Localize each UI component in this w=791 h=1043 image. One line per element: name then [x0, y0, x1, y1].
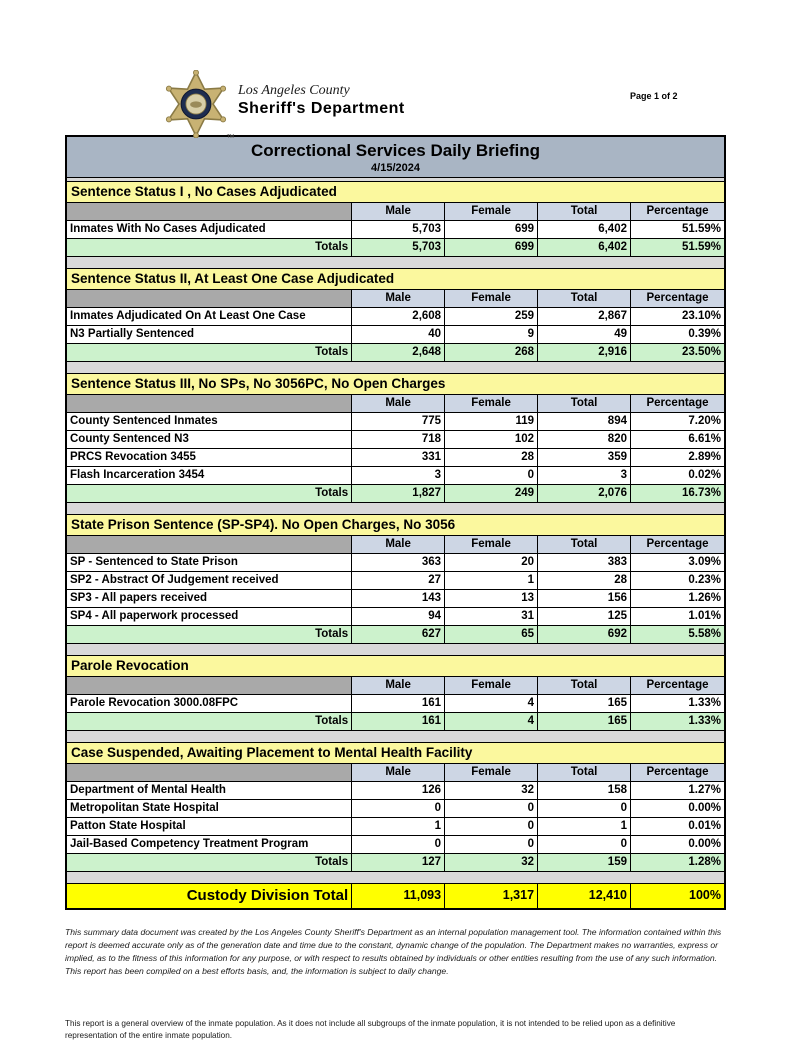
column-header-blank: [67, 290, 352, 307]
column-header: Female: [445, 677, 538, 694]
totals-value: 32: [445, 854, 538, 871]
column-header-blank: [67, 395, 352, 412]
totals-value: 268: [445, 344, 538, 361]
row-value: 6.61%: [688, 433, 721, 445]
column-header: Male: [352, 764, 445, 781]
row-label: SP4 - All paperwork processed: [67, 608, 352, 625]
section-spacer: [67, 731, 724, 743]
totals-value: 159: [538, 854, 631, 871]
row-value: 2.89%: [688, 451, 721, 463]
column-header-row: [67, 203, 724, 221]
row-value: 13: [445, 590, 538, 607]
row-value: 1.27%: [688, 784, 721, 796]
row-value: 158: [538, 782, 631, 799]
row-value: 3.09%: [688, 556, 721, 568]
totals-row: [67, 626, 724, 644]
column-header: Female: [445, 395, 538, 412]
totals-row: [67, 239, 724, 257]
totals-value: 692: [538, 626, 631, 643]
report-container: [65, 135, 726, 910]
row-value: 0.39%: [688, 328, 721, 340]
row-value: 40: [352, 326, 445, 343]
row-value: 161: [352, 695, 445, 712]
totals-value: 165: [538, 713, 631, 730]
report-title: Correctional Services Daily Briefing: [250, 141, 541, 160]
column-header: Total: [538, 203, 631, 220]
totals-value: 2,648: [352, 344, 445, 361]
row-value: 1.33%: [688, 697, 721, 709]
agency-county-line: Los Angeles County: [238, 83, 350, 98]
totals-value: 249: [445, 485, 538, 502]
column-header: Male: [352, 395, 445, 412]
column-header: Total: [538, 395, 631, 412]
row-value: 5,703: [352, 221, 445, 238]
row-value: 3: [352, 467, 445, 484]
row-value: 0.00%: [688, 802, 721, 814]
row-value: 143: [352, 590, 445, 607]
section-title: Parole Revocation: [67, 656, 724, 677]
row-value: 20: [445, 554, 538, 571]
row-label: Metropolitan State Hospital: [67, 800, 352, 817]
grand-total-male: 11,093: [352, 884, 445, 908]
totals-value: 627: [352, 626, 445, 643]
column-header: Percentage: [631, 536, 724, 553]
row-value: 331: [352, 449, 445, 466]
totals-value: 65: [445, 626, 538, 643]
row-label: Inmates Adjudicated On At Least One Case: [67, 308, 352, 325]
totals-row: [67, 485, 724, 503]
row-value: 2,608: [352, 308, 445, 325]
column-header: Male: [352, 677, 445, 694]
row-label: SP3 - All papers received: [67, 590, 352, 607]
row-value: 28: [445, 449, 538, 466]
row-value: 718: [352, 431, 445, 448]
column-header: Female: [445, 290, 538, 307]
row-value: 102: [445, 431, 538, 448]
totals-row: [67, 854, 724, 872]
row-value: 383: [538, 554, 631, 571]
row-value: 0: [352, 836, 445, 853]
totals-value: 127: [352, 854, 445, 871]
row-label: Inmates With No Cases Adjudicated: [67, 221, 352, 238]
column-header: Percentage: [631, 203, 724, 220]
column-header-row: [67, 677, 724, 695]
row-value: 820: [538, 431, 631, 448]
table-row: [67, 431, 724, 449]
section-title: Sentence Status III, No SPs, No 3056PC, No Open Charges: [67, 374, 724, 395]
column-header-row: [67, 290, 724, 308]
row-value: 0.23%: [688, 574, 721, 586]
row-value: 0: [445, 818, 538, 835]
row-value: 7.20%: [688, 415, 721, 427]
column-header: Male: [352, 203, 445, 220]
table-row: [67, 326, 724, 344]
row-value: 126: [352, 782, 445, 799]
row-label: Parole Revocation 3000.08FPC: [67, 695, 352, 712]
totals-value: 161: [352, 713, 445, 730]
report-title-bar: [67, 137, 724, 178]
section-spacer: [67, 257, 724, 269]
letterhead: [0, 0, 791, 140]
row-label: SP2 - Abstract Of Judgement received: [67, 572, 352, 589]
row-value: 9: [445, 326, 538, 343]
report-section: [67, 269, 724, 362]
row-value: 119: [445, 413, 538, 430]
totals-value: 1,827: [352, 485, 445, 502]
row-label: County Sentenced Inmates: [67, 413, 352, 430]
table-row: [67, 695, 724, 713]
column-header-blank: [67, 764, 352, 781]
column-header: Total: [538, 290, 631, 307]
totals-row: [67, 713, 724, 731]
column-header-row: [67, 764, 724, 782]
row-label: Department of Mental Health: [67, 782, 352, 799]
grand-total-female: 1,317: [445, 884, 538, 908]
column-header-blank: [67, 203, 352, 220]
totals-label: Totals: [67, 239, 352, 256]
row-value: 28: [538, 572, 631, 589]
column-header: Percentage: [631, 677, 724, 694]
row-value: 3: [538, 467, 631, 484]
report-section: [67, 743, 724, 872]
row-label: PRCS Revocation 3455: [67, 449, 352, 466]
table-row: [67, 782, 724, 800]
grand-total-row: [67, 884, 724, 908]
totals-label: Totals: [67, 854, 352, 871]
grand-total-percentage: 100%: [631, 884, 724, 908]
totals-value: 5,703: [352, 239, 445, 256]
row-value: 0: [445, 467, 538, 484]
column-header-row: [67, 536, 724, 554]
totals-value: 51.59%: [631, 239, 724, 256]
row-label: Jail-Based Competency Treatment Program: [67, 836, 352, 853]
grand-total-label: Custody Division Total: [67, 884, 352, 908]
table-row: [67, 818, 724, 836]
sheriff-star-badge-icon: [162, 70, 234, 140]
row-value: 51.59%: [681, 223, 721, 235]
totals-value: 2,916: [538, 344, 631, 361]
totals-value: 16.73%: [631, 485, 724, 502]
table-row: [67, 608, 724, 626]
row-value: 0: [352, 800, 445, 817]
section-title: State Prison Sentence (SP-SP4). No Open Charges, No 3056: [67, 515, 724, 536]
row-value: 23.10%: [681, 310, 721, 322]
section-title: Case Suspended, Awaiting Placement to Mental Health Facility: [67, 743, 724, 764]
trademark-mark: TM: [226, 134, 234, 140]
row-value: 0.00%: [688, 838, 721, 850]
agency-department-line: Sheriff's Department: [238, 100, 405, 117]
column-header-blank: [67, 677, 352, 694]
report-section: [67, 515, 724, 644]
table-row: [67, 572, 724, 590]
row-label: Flash Incarceration 3454: [67, 467, 352, 484]
column-header: Female: [445, 536, 538, 553]
row-value: 0: [538, 800, 631, 817]
table-row: [67, 308, 724, 326]
column-header: Male: [352, 290, 445, 307]
row-value: 6,402: [538, 221, 631, 238]
row-value: 0.02%: [688, 469, 721, 481]
page-number: Page 1 of 2: [630, 91, 678, 101]
row-value: 1.01%: [688, 610, 721, 622]
totals-value: 4: [445, 713, 538, 730]
column-header: Total: [538, 764, 631, 781]
totals-value: 2,076: [538, 485, 631, 502]
table-row: [67, 221, 724, 239]
row-value: 0: [538, 836, 631, 853]
sections-list: [67, 182, 724, 884]
column-header: Percentage: [631, 290, 724, 307]
totals-value: 1.33%: [631, 713, 724, 730]
row-value: 156: [538, 590, 631, 607]
row-value: 27: [352, 572, 445, 589]
section-title: Sentence Status I , No Cases Adjudicated: [67, 182, 724, 203]
overview-note: This report is a general overview of the inmate population. As it does not include all subgroups of the inmate population, it is not intended to be relied upon as a definitive representation of the entire inmate population.: [65, 1018, 676, 1041]
row-value: 359: [538, 449, 631, 466]
section-title: Sentence Status II, At Least One Case Adjudicated: [67, 269, 724, 290]
row-value: 165: [538, 695, 631, 712]
row-value: 259: [445, 308, 538, 325]
row-value: 0: [445, 800, 538, 817]
agency-name-block: [238, 83, 405, 118]
column-header: Percentage: [631, 764, 724, 781]
row-value: 2,867: [538, 308, 631, 325]
report-section: [67, 374, 724, 503]
column-header-row: [67, 395, 724, 413]
column-header: Percentage: [631, 395, 724, 412]
section-spacer: [67, 503, 724, 515]
row-value: 94: [352, 608, 445, 625]
disclaimer-note: This summary data document was created by the Los Angeles County Sheriff's Department as an internal population management tool. The information contained within this report is deemed accurate only as of the generation date and time due to the constant, dynamic change of the population. The Department makes no warranties, express or implied, as to the fitness of this information for any purpose, or with respect to results obtained by individuals or other entities resulting from the use of any such information. This report has been compiled on a best efforts basis, and, the information is subject to daily change.: [65, 927, 722, 976]
row-value: 363: [352, 554, 445, 571]
section-spacer: [67, 362, 724, 374]
report-date: 4/15/2024: [371, 162, 420, 174]
section-spacer: [67, 872, 724, 884]
row-label: N3 Partially Sentenced: [67, 326, 352, 343]
table-row: [67, 554, 724, 572]
table-row: [67, 836, 724, 854]
report-section: [67, 182, 724, 257]
column-header: Female: [445, 203, 538, 220]
column-header: Total: [538, 677, 631, 694]
totals-value: 6,402: [538, 239, 631, 256]
table-row: [67, 467, 724, 485]
totals-label: Totals: [67, 713, 352, 730]
report-section: [67, 656, 724, 731]
totals-value: 23.50%: [631, 344, 724, 361]
row-value: 0.01%: [688, 820, 721, 832]
row-value: 1: [538, 818, 631, 835]
row-value: 1: [352, 818, 445, 835]
column-header-blank: [67, 536, 352, 553]
section-spacer: [67, 644, 724, 656]
table-row: [67, 449, 724, 467]
column-header: Total: [538, 536, 631, 553]
row-label: Patton State Hospital: [67, 818, 352, 835]
column-header: Female: [445, 764, 538, 781]
row-value: 31: [445, 608, 538, 625]
row-label: SP - Sentenced to State Prison: [67, 554, 352, 571]
row-value: 775: [352, 413, 445, 430]
table-row: [67, 413, 724, 431]
grand-total-total: 12,410: [538, 884, 631, 908]
row-value: 0: [445, 836, 538, 853]
totals-label: Totals: [67, 485, 352, 502]
totals-value: 5.58%: [631, 626, 724, 643]
totals-label: Totals: [67, 626, 352, 643]
row-value: 49: [538, 326, 631, 343]
row-value: 699: [445, 221, 538, 238]
table-row: [67, 800, 724, 818]
row-value: 1: [445, 572, 538, 589]
totals-value: 699: [445, 239, 538, 256]
row-value: 894: [538, 413, 631, 430]
table-row: [67, 590, 724, 608]
row-value: 32: [445, 782, 538, 799]
totals-value: 1.28%: [631, 854, 724, 871]
row-value: 125: [538, 608, 631, 625]
row-label: County Sentenced N3: [67, 431, 352, 448]
column-header: Male: [352, 536, 445, 553]
row-value: 4: [445, 695, 538, 712]
row-value: 1.26%: [688, 592, 721, 604]
totals-label: Totals: [67, 344, 352, 361]
totals-row: [67, 344, 724, 362]
